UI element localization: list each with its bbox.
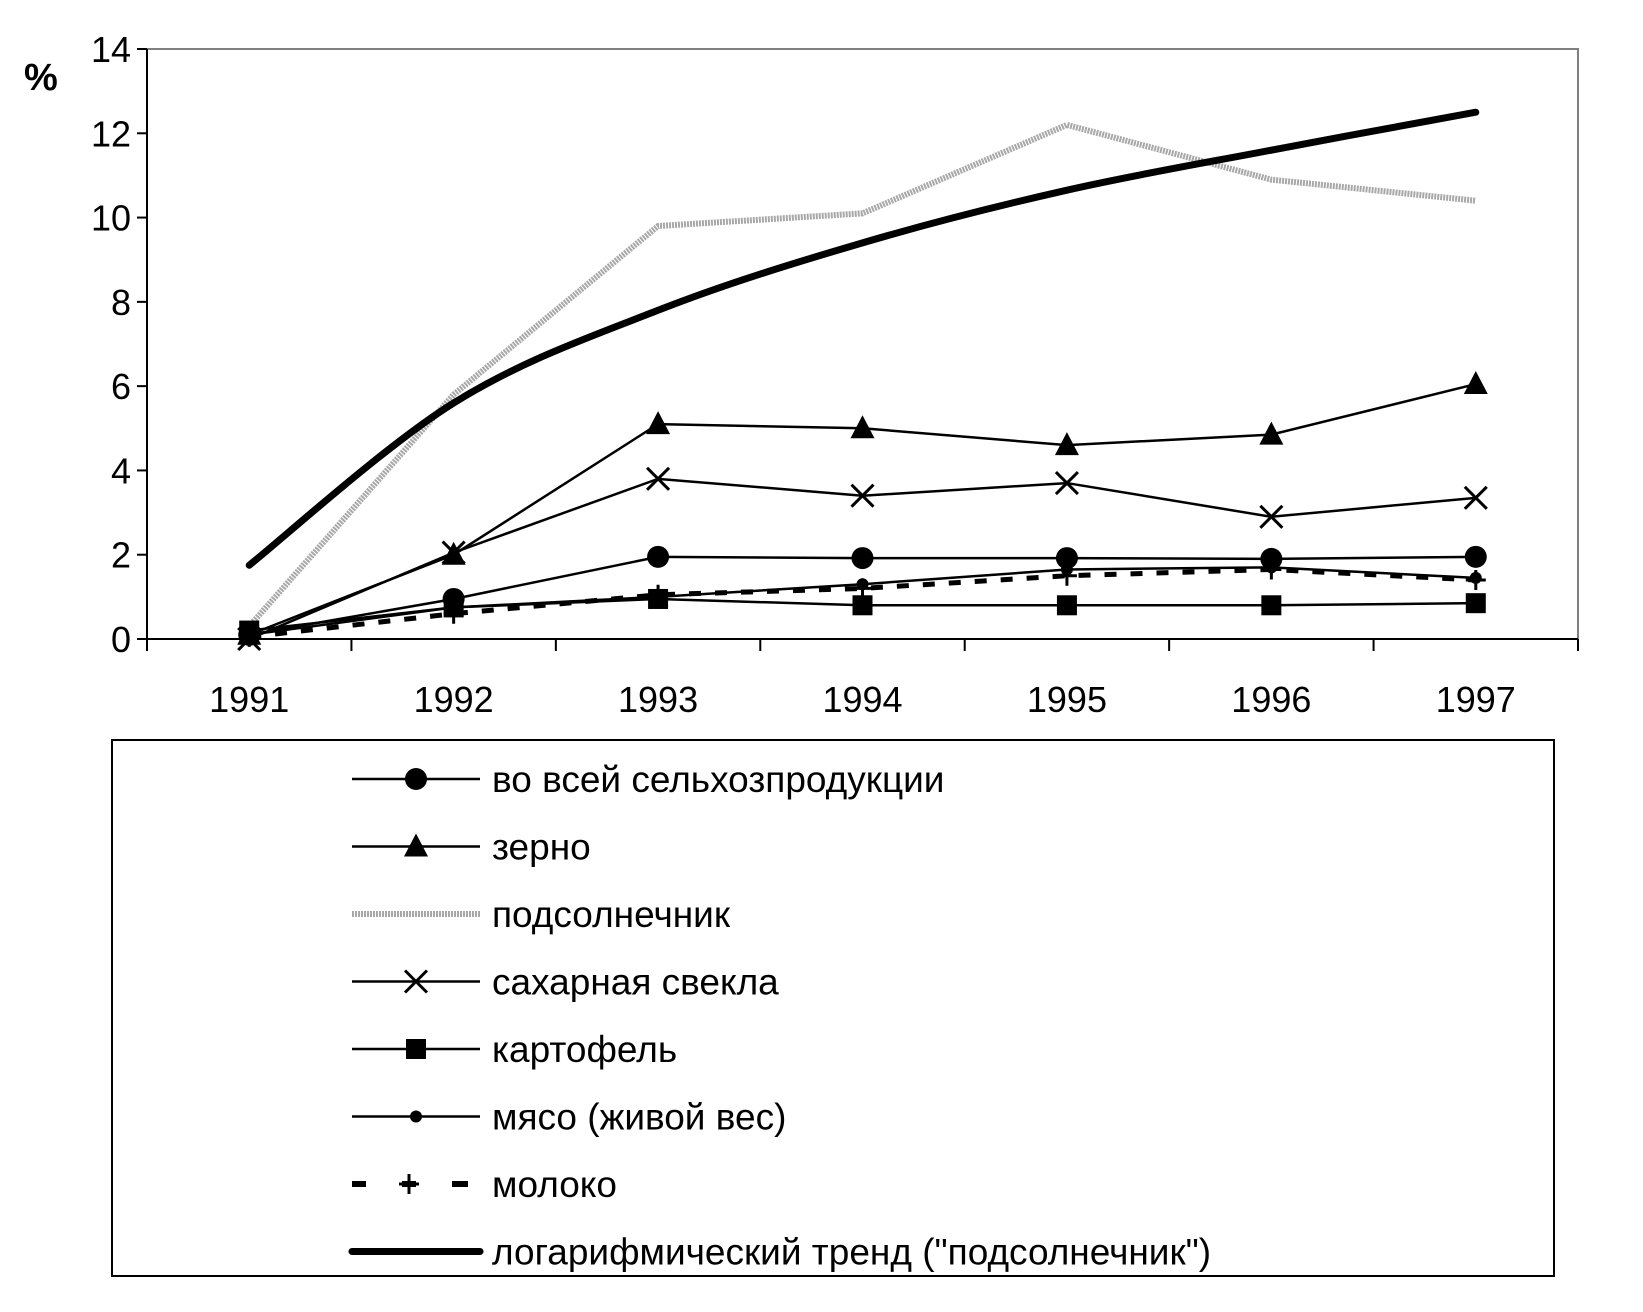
x-tick-label: 1994	[822, 679, 903, 720]
x-tick-label: 1992	[413, 679, 494, 720]
y-tick-label: 6	[110, 366, 131, 408]
y-tick-label: 8	[110, 281, 131, 323]
x-tick-label: 1996	[1231, 679, 1312, 720]
y-tick-label: 12	[90, 113, 131, 155]
legend-label: подсолнечник	[492, 894, 731, 935]
y-tick-label: 4	[110, 450, 131, 492]
y-tick-label: 0	[110, 619, 131, 660]
legend-label: молоко	[492, 1164, 617, 1205]
y-tick-label: 2	[110, 534, 131, 576]
legend-label: во всей сельхозпродукции	[492, 759, 945, 800]
potato-point-marker	[1261, 595, 1281, 615]
legend-label: логарифмический тренд ("подсолнечник")	[492, 1231, 1212, 1273]
y-unit-label: %	[24, 57, 58, 99]
potato-point-marker	[648, 589, 668, 609]
legend-marker	[410, 1111, 422, 1123]
legend-label: картофель	[492, 1029, 678, 1070]
legend-label: зерно	[492, 826, 591, 868]
legend-marker	[405, 768, 427, 790]
x-tick-label: 1991	[209, 679, 290, 720]
meat-point-marker	[857, 578, 869, 590]
legend-label: мясо (живой вес)	[492, 1096, 787, 1138]
y-tick-label: 10	[90, 197, 131, 239]
legend-box	[112, 740, 1554, 1276]
potato-point-marker	[1057, 595, 1077, 615]
potato-point-marker	[853, 595, 873, 615]
all-agri-products-point-marker	[1260, 548, 1282, 570]
x-axis-ticks	[147, 639, 1578, 720]
x-tick-label: 1993	[618, 679, 699, 720]
all-agri-products-point-marker	[1465, 546, 1487, 568]
meat-point-marker	[1470, 572, 1482, 584]
all-agri-products-point-marker	[443, 588, 465, 610]
all-agri-products-point-marker	[647, 546, 669, 568]
all-agri-products-point-marker	[852, 547, 874, 569]
y-axis-ticks	[91, 29, 147, 660]
all-agri-products-point-marker	[1056, 547, 1078, 569]
x-tick-label: 1997	[1435, 679, 1516, 720]
x-tick-label: 1995	[1026, 679, 1107, 720]
potato-point-marker	[1466, 593, 1486, 613]
legend-label: сахарная свекла	[492, 961, 779, 1003]
legend-marker	[406, 1039, 426, 1059]
y-tick-label: 14	[90, 29, 131, 70]
